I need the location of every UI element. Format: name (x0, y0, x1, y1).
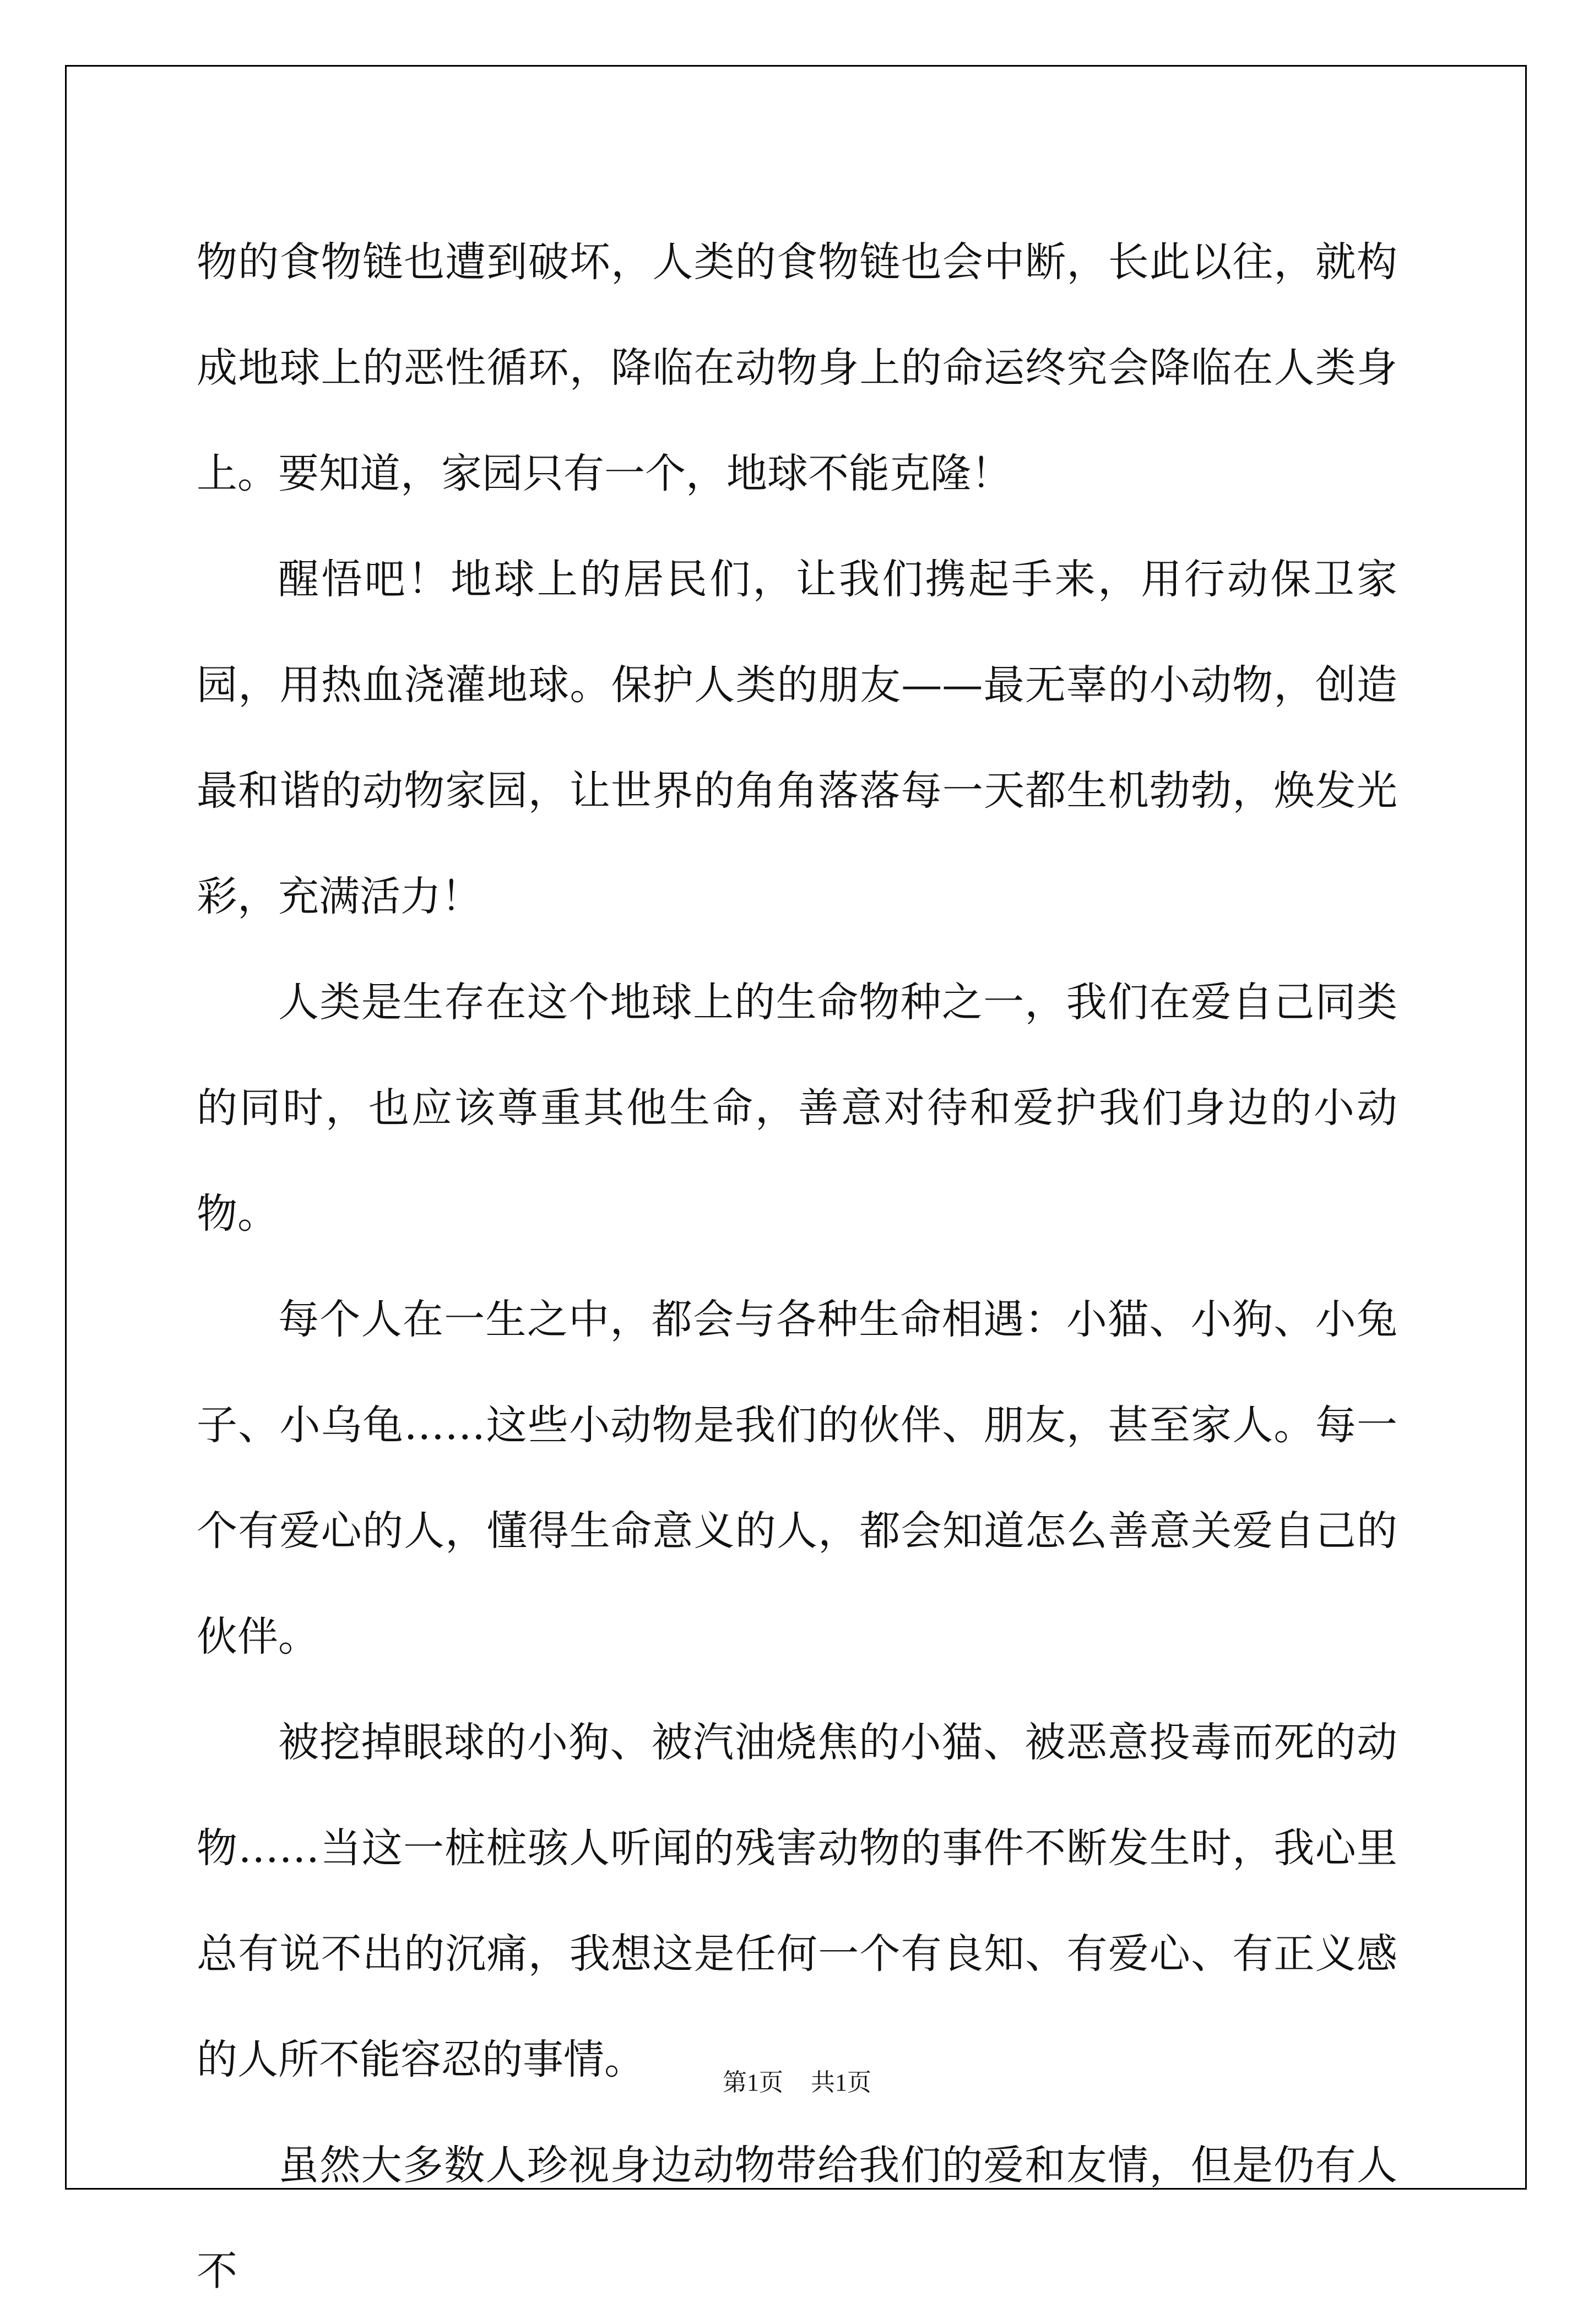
paragraph-1: 物的食物链也遭到破坏，人类的食物链也会中断，长此以往，就构成地球上的恶性循环，降临在动物身上的命运终究会降临在人类身上。要知道，家园只有一个，地球不能克隆！ (197, 238, 1397, 497)
page-footer (0, 2062, 1594, 2098)
paragraph-4: 每个人在一生之中，都会与各种生命相遇：小猫、小狗、小兔子、小乌龟……这些小动物是我们的伙伴、朋友，甚至家人。每一个有爱心的人，懂得生命意义的人，都会知道怎么善意关爱自己的伙伴。 (197, 1296, 1397, 1660)
paragraph-2: 醒悟吧！地球上的居民们，让我们携起手来，用行动保卫家园，用热血浇灌地球。保护人类的朋友——最无辜的小动物，创造最和谐的动物家园，让世界的角角落落每一天都生机勃勃，焕发光彩，充满活力！ (197, 556, 1397, 920)
page-total: 共1页 (811, 2069, 871, 2096)
paragraph-5: 被挖掉眼球的小狗、被汽油烧焦的小猫、被恶意投毒而死的动物……当这一桩桩骇人听闻的残害动物的事件不断发生时，我心里总有说不出的沉痛，我想这是任何一个有良知、有爱心、有正义感的人所不能容忍的事情。 (197, 1719, 1397, 2083)
document-body (197, 209, 1397, 2324)
paragraph-3: 人类是生存在这个地球上的生命物种之一，我们在爱自己同类的同时，也应该尊重其他生命，善意对待和爱护我们身边的小动物。 (197, 979, 1397, 1237)
page-number: 第1页 (723, 2069, 783, 2096)
paragraph-6: 虽然大多数人珍视身边动物带给我们的爱和友情，但是仍有人不 (197, 2142, 1397, 2295)
